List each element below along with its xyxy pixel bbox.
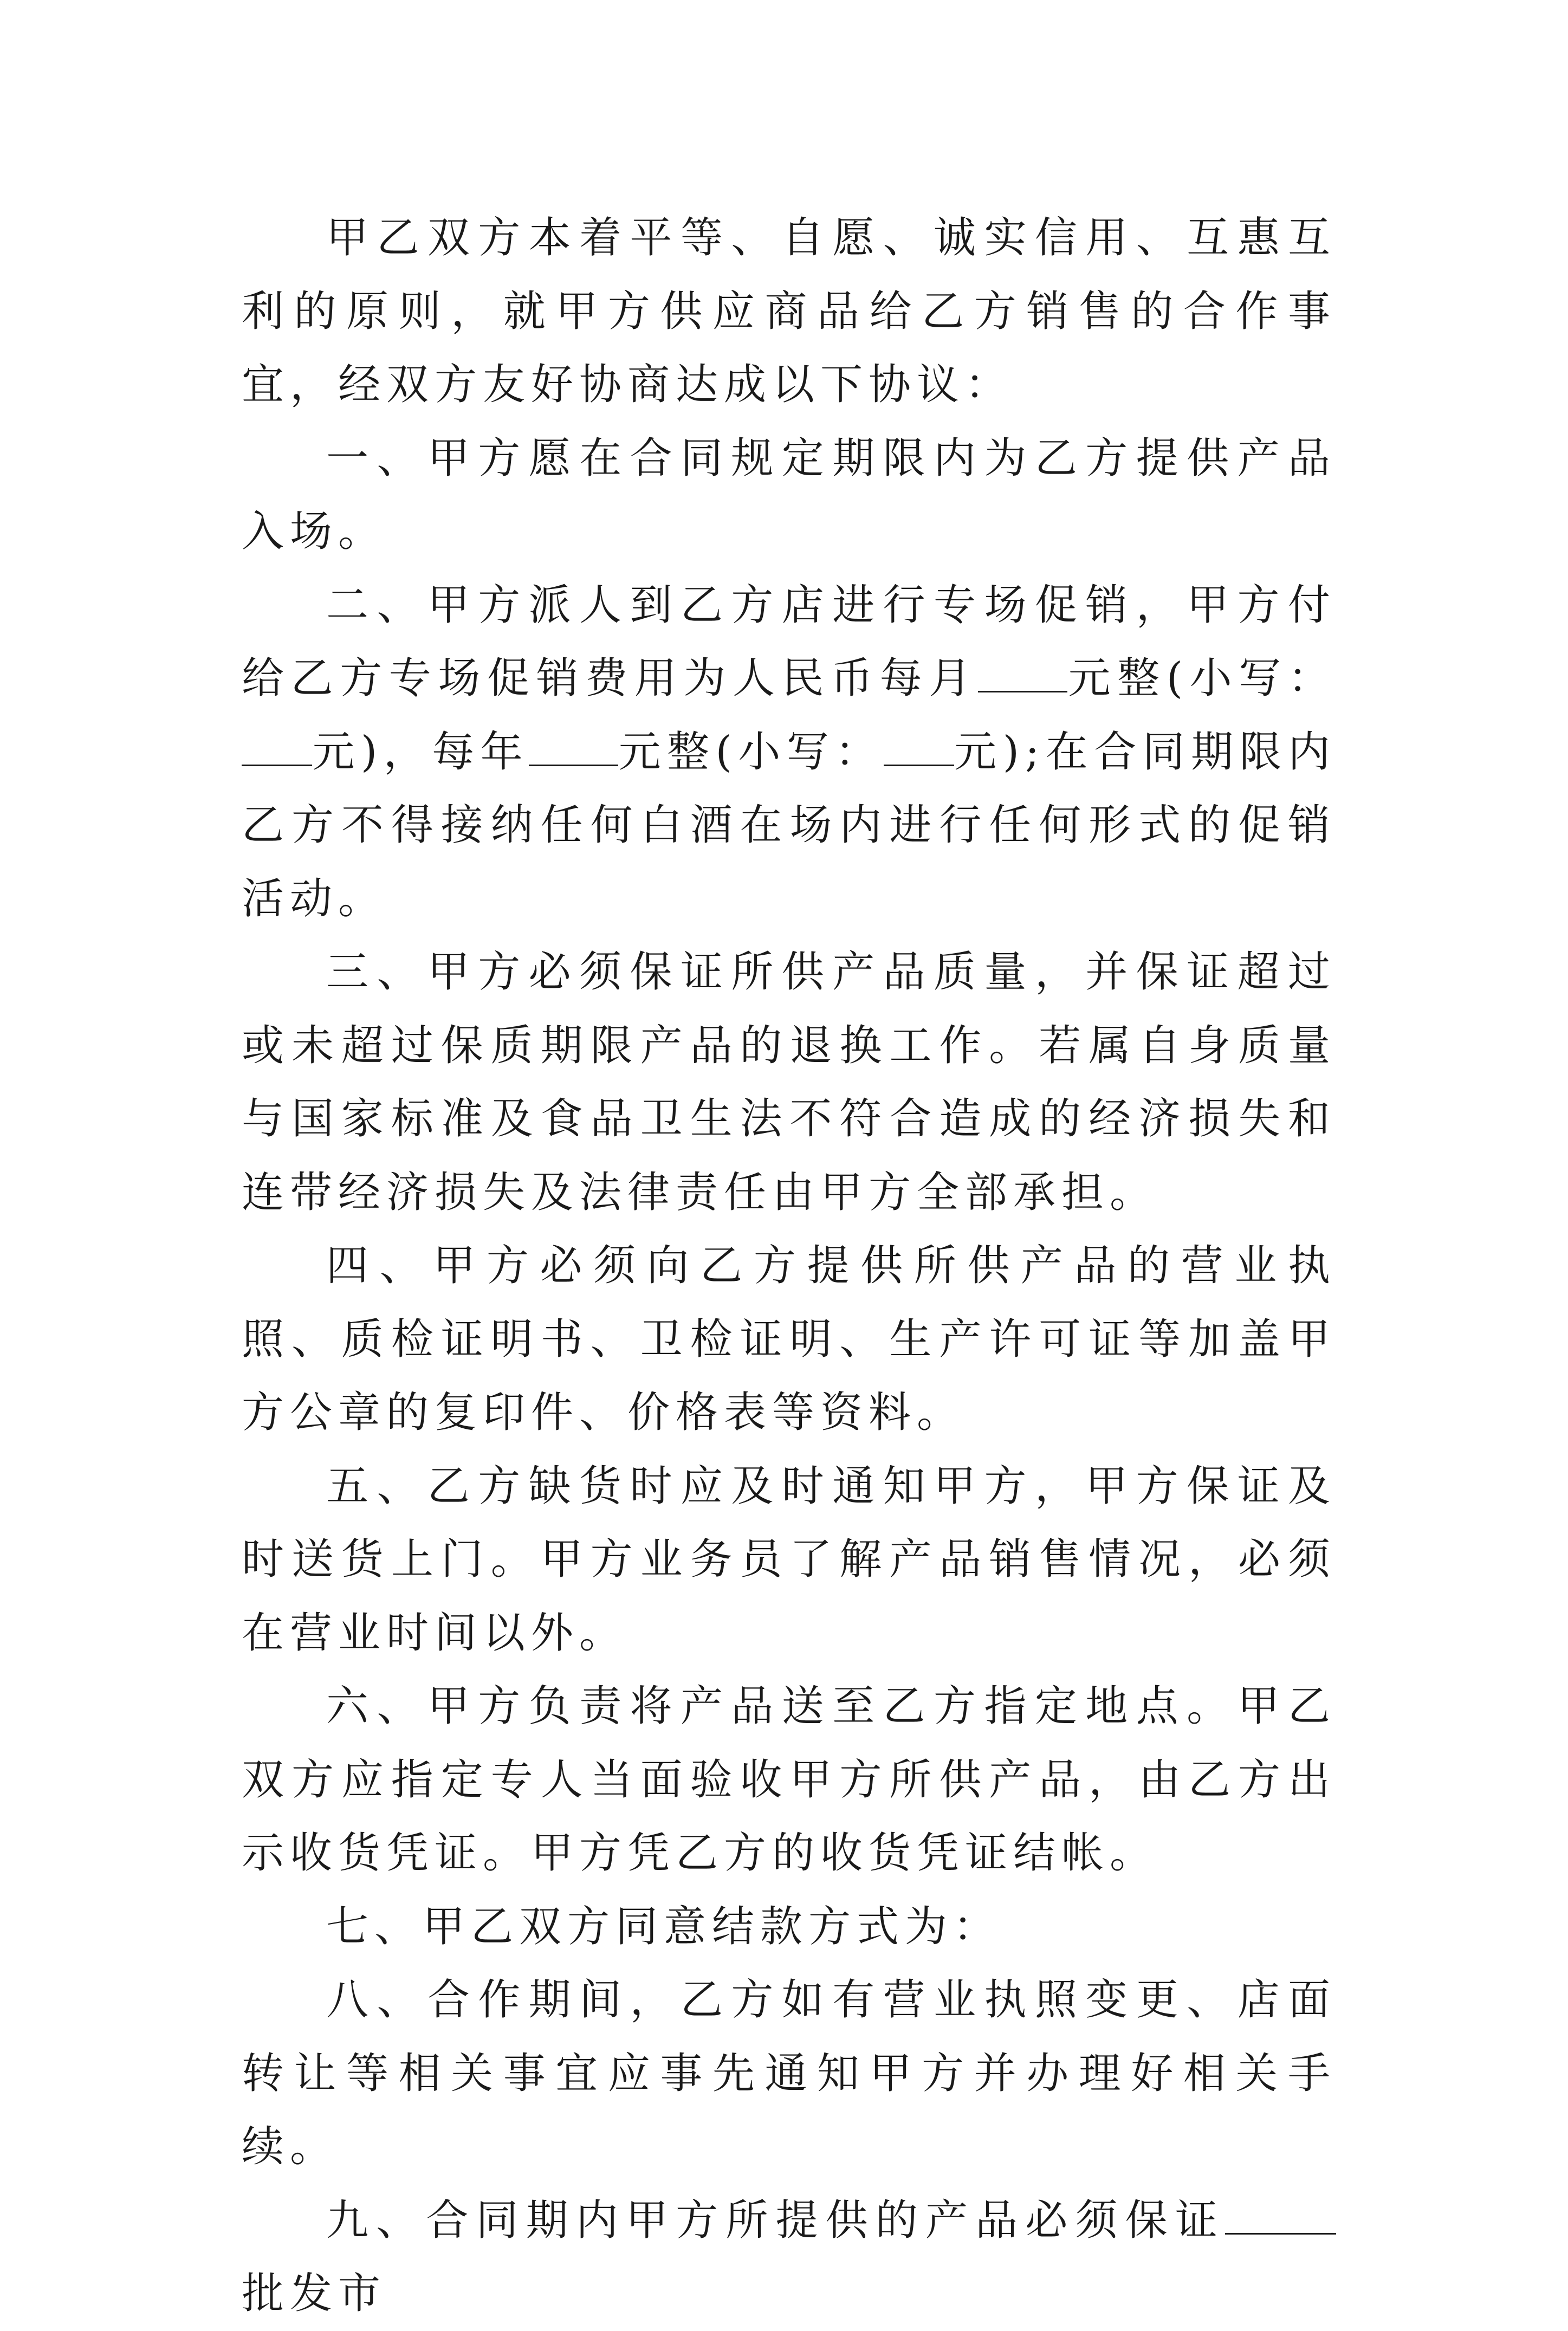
paragraph-clause-3: 三、甲方必须保证所供产品质量，并保证超过或未超过保质期限产品的退换工作。若属自身质量与国家标准及食品卫生法不符合造成的经济损失和连带经济损失及法律责任由甲方全部承担。 <box>242 948 1336 1217</box>
clause-2-text-4: 元整(小写： <box>618 727 884 776</box>
clause-9-text-1: 九、合同期内甲方所提供的产品必须保证 <box>326 2196 1225 2245</box>
paragraph-clause-7: 七、甲乙双方同意结款方式为： <box>326 1902 1002 1951</box>
clause-2-text-5: 元);在合同期限内乙方不得接纳任何白酒在场内进行任何形式的促销活动。 <box>242 727 1336 923</box>
clause-2-text-3: 元)，每年 <box>312 727 529 776</box>
blank-monthly-amount <box>978 651 1067 692</box>
paragraph-clause-6: 六、甲方负责将产品送至乙方指定地点。甲乙双方应指定专人当面验收甲方所供产品，由乙方出示收货凭证。甲方凭乙方的收货凭证结帐。 <box>242 1682 1336 1877</box>
blank-yearly-amount <box>529 724 618 766</box>
contract-body <box>242 202 1336 2331</box>
blank-monthly-amount-figure <box>242 724 312 766</box>
paragraph-clause-9 <box>242 2184 1336 2331</box>
paragraph-intro: 甲乙双方本着平等、自愿、诚实信用、互惠互利的原则，就甲方供应商品给乙方销售的合作事宜，经双方友好协商达成以下协议： <box>242 213 1336 409</box>
clause-2-text-2: 元整(小写： <box>1067 654 1336 703</box>
clause-2-text-1: 二、甲方派人到乙方店进行专场促销，甲方付给乙方专场促销费用为人民币每月 <box>242 580 1336 703</box>
paragraph-clause-8: 八、合作期间，乙方如有营业执照变更、店面转让等相关事宜应事先通知甲方并办理好相关手续。 <box>242 1976 1336 2171</box>
paragraph-clause-4: 四、甲方必须向乙方提供所供产品的营业执照、质检证明书、卫检证明、生产许可证等加盖甲方公章的复印件、价格表等资料。 <box>242 1241 1336 1437</box>
clause-9-text-2: 批发市 <box>242 2269 387 2318</box>
blank-yearly-amount-figure <box>884 724 954 766</box>
paragraph-clause-1: 一、甲方愿在合同规定期限内为乙方提供产品入场。 <box>242 433 1336 556</box>
paragraph-clause-5: 五、乙方缺货时应及时通知甲方，甲方保证及时送货上门。甲方业务员了解产品销售情况，必须在营业时间以外。 <box>242 1461 1336 1657</box>
paragraph-clause-2 <box>242 569 1336 936</box>
blank-market-name <box>1225 2192 1336 2234</box>
